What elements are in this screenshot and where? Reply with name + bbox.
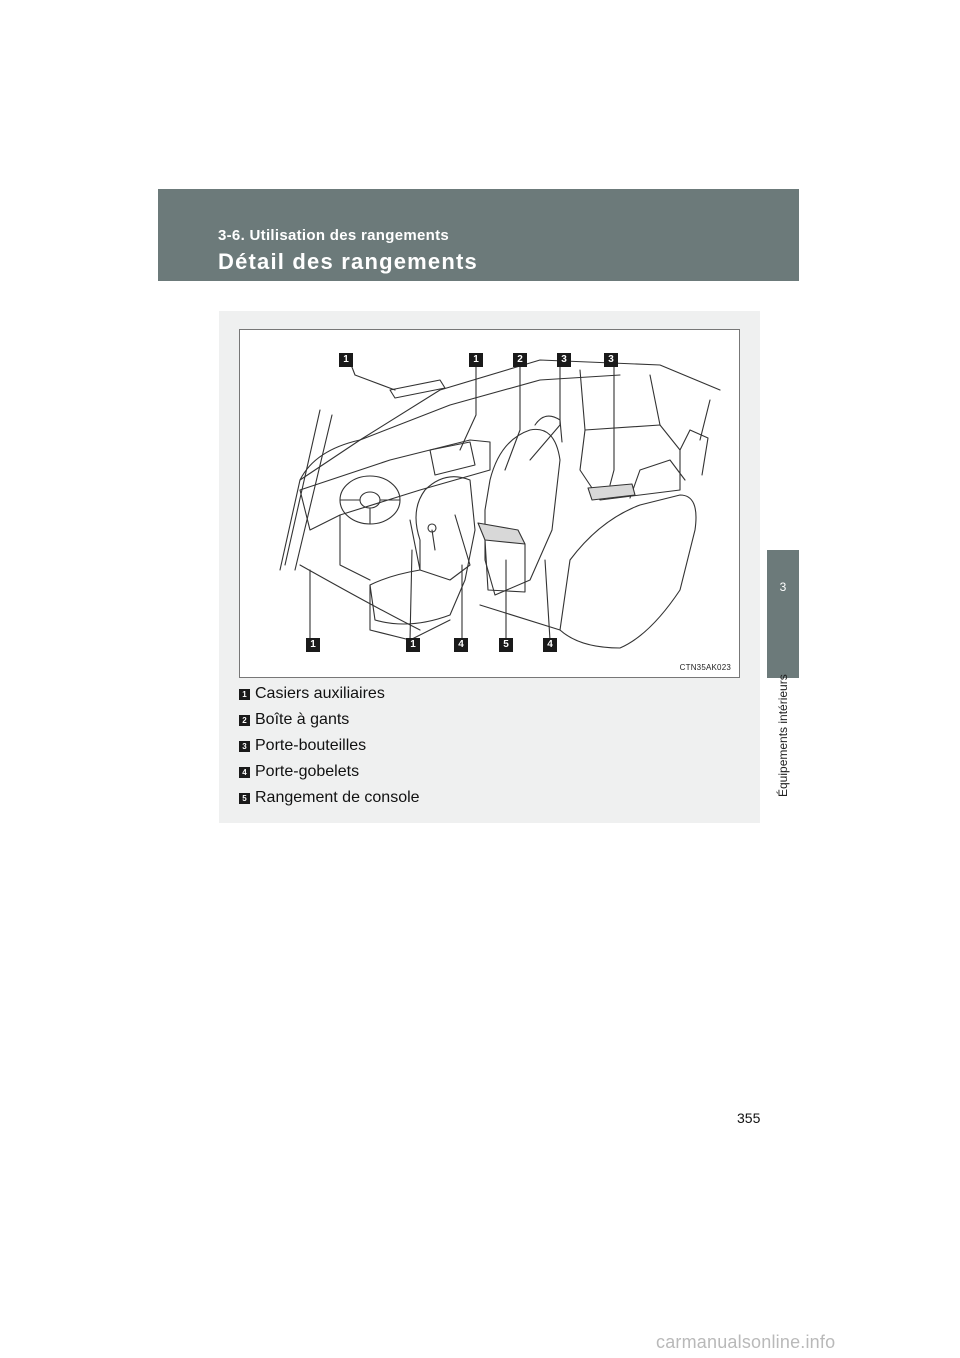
watermark: carmanualsonline.info — [656, 1332, 836, 1352]
callout-top-3: 2 — [513, 353, 527, 367]
callout-bottom-1: 1 — [306, 638, 320, 652]
legend-label: Boîte à gants — [255, 711, 350, 728]
chapter-number: 3 — [779, 580, 787, 594]
legend-item — [239, 785, 420, 811]
callout-top-4: 3 — [557, 353, 571, 367]
legend-item — [239, 759, 420, 785]
car-interior-drawing — [240, 330, 739, 677]
callout-bottom-5: 4 — [543, 638, 557, 652]
callout-top-1: 1 — [339, 353, 353, 367]
figure-code: CTN35AK023 — [679, 663, 731, 672]
callout-top-5: 3 — [604, 353, 618, 367]
chapter-tab — [767, 550, 799, 678]
page-number: 355 — [737, 1110, 761, 1126]
legend-label: Rangement de console — [255, 789, 420, 806]
legend-label: Casiers auxiliaires — [255, 685, 385, 702]
page-title: Détail des rangements — [218, 249, 478, 274]
legend-item — [239, 733, 420, 759]
legend-number-badge: 1 — [239, 689, 250, 700]
legend-item — [239, 681, 420, 707]
legend-number-badge: 3 — [239, 741, 250, 752]
interior-illustration — [239, 329, 740, 678]
chapter-label: Équipements intérieurs — [776, 674, 790, 797]
section-label: 3-6. Utilisation des rangements — [218, 227, 450, 244]
callout-bottom-3: 4 — [454, 638, 468, 652]
callout-top-2: 1 — [469, 353, 483, 367]
legend-item — [239, 707, 420, 733]
legend-label: Porte-gobelets — [255, 763, 360, 780]
callout-bottom-4: 5 — [499, 638, 513, 652]
legend-label: Porte-bouteilles — [255, 737, 367, 754]
legend-list — [239, 681, 420, 811]
legend-number-badge: 4 — [239, 767, 250, 778]
section-header — [158, 189, 799, 281]
callout-bottom-2: 1 — [406, 638, 420, 652]
legend-number-badge: 5 — [239, 793, 250, 804]
legend-number-badge: 2 — [239, 715, 250, 726]
